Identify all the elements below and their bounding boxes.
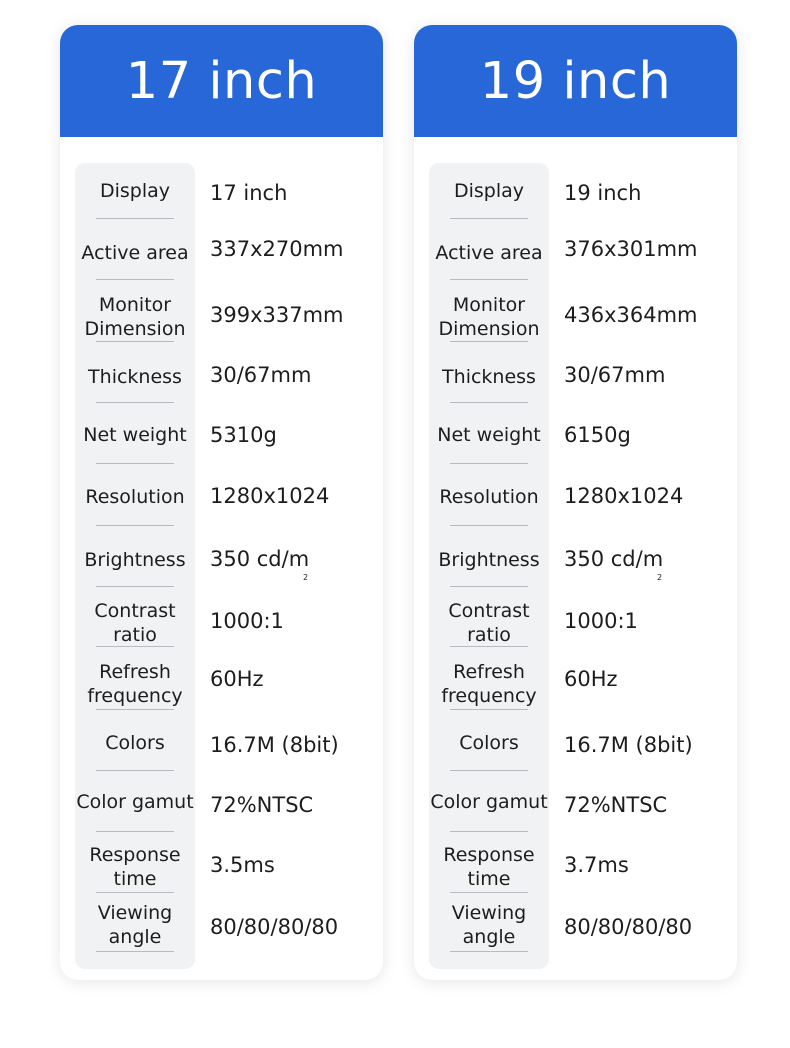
row-divider	[450, 463, 528, 464]
unit-superscript: 2	[303, 573, 309, 582]
spec-label: Monitor Dimension	[438, 294, 540, 340]
spec-label: Resolution	[85, 485, 185, 508]
spec-label: Active area	[435, 241, 543, 264]
row-divider	[450, 586, 528, 587]
spec-value: 399x337mm	[210, 303, 344, 327]
row-divider	[96, 279, 174, 280]
spec-value: 1280x1024	[210, 484, 330, 508]
spec-label: Color gamut	[76, 791, 194, 813]
spec-value: 72%NTSC	[564, 793, 668, 817]
spec-label: Thickness	[88, 365, 182, 388]
row-divider	[96, 646, 174, 647]
row-divider	[450, 646, 528, 647]
row-divider	[96, 586, 174, 587]
row-divider	[96, 892, 174, 893]
row-divider	[96, 770, 174, 771]
spec-value: 1280x1024	[564, 484, 684, 508]
spec-label: Refresh frequency	[87, 661, 183, 707]
row-divider	[450, 402, 528, 403]
row-divider	[96, 341, 174, 342]
spec-label: Contrast ratio	[94, 600, 176, 646]
spec-value: 337x270mm	[210, 237, 344, 261]
spec-value: 3.5ms	[210, 853, 275, 877]
spec-label: Viewing angle	[451, 902, 527, 948]
spec-label: Colors	[105, 731, 165, 754]
spec-value: 72%NTSC	[210, 793, 314, 817]
row-divider	[450, 831, 528, 832]
spec-value: 350 cd/m	[564, 547, 664, 571]
spec-label: Net weight	[83, 423, 187, 446]
spec-label: Net weight	[437, 423, 541, 446]
row-divider	[450, 892, 528, 893]
spec-value: 16.7M (8bit)	[210, 733, 339, 757]
spec-card-19-inch	[414, 25, 737, 980]
spec-label: Brightness	[84, 548, 186, 571]
spec-card-17-inch	[60, 25, 383, 980]
spec-label: Colors	[459, 731, 519, 754]
spec-value: 80/80/80/80	[210, 915, 339, 939]
row-divider	[96, 709, 174, 710]
spec-value: 16.7M (8bit)	[564, 733, 693, 757]
row-divider	[96, 218, 174, 219]
spec-label: Viewing angle	[97, 902, 173, 948]
spec-label: Contrast ratio	[448, 600, 530, 646]
spec-value: 350 cd/m	[210, 547, 310, 571]
spec-value: 30/67mm	[210, 363, 312, 387]
spec-value: 19 inch	[564, 181, 642, 205]
spec-label: Display	[99, 180, 171, 202]
spec-label: Refresh frequency	[441, 661, 537, 707]
spec-value: 1000:1	[210, 609, 284, 633]
spec-label: Resolution	[439, 485, 539, 508]
row-divider	[450, 770, 528, 771]
spec-label: Color gamut	[430, 791, 548, 813]
spec-label: Active area	[81, 241, 189, 264]
spec-value: 80/80/80/80	[564, 915, 693, 939]
spec-value: 60Hz	[210, 667, 264, 691]
spec-label: Display	[453, 180, 525, 202]
spec-value: 6150g	[564, 423, 631, 447]
row-divider	[96, 402, 174, 403]
card-title: 17 inch	[60, 25, 383, 137]
row-divider	[96, 525, 174, 526]
spec-label: Brightness	[438, 548, 540, 571]
spec-value: 60Hz	[564, 667, 618, 691]
spec-label: Response time	[89, 844, 181, 890]
row-divider	[450, 341, 528, 342]
spec-label: Monitor Dimension	[84, 294, 186, 340]
unit-superscript: 2	[657, 573, 663, 582]
row-divider	[96, 831, 174, 832]
row-divider	[450, 279, 528, 280]
card-title: 19 inch	[414, 25, 737, 137]
spec-value: 376x301mm	[564, 237, 698, 261]
spec-value: 3.7ms	[564, 853, 629, 877]
spec-value: 5310g	[210, 423, 277, 447]
row-divider	[450, 218, 528, 219]
spec-label: Response time	[443, 844, 535, 890]
row-divider	[450, 951, 528, 952]
row-divider	[450, 525, 528, 526]
row-divider	[96, 951, 174, 952]
row-divider	[450, 709, 528, 710]
spec-value: 436x364mm	[564, 303, 698, 327]
spec-value: 1000:1	[564, 609, 638, 633]
spec-label: Thickness	[442, 365, 536, 388]
spec-value: 17 inch	[210, 181, 288, 205]
row-divider	[96, 463, 174, 464]
spec-value: 30/67mm	[564, 363, 666, 387]
